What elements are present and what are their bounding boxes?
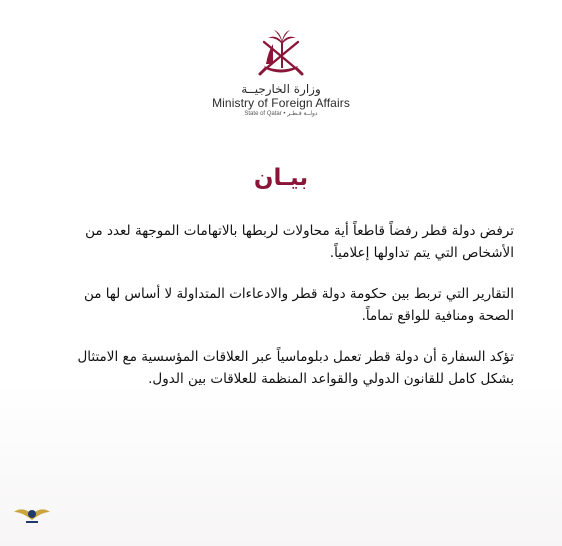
- watermark: [4, 502, 60, 542]
- statement-paragraph: تؤكد السفارة أن دولة قطر تعمل دبلوماسياً عبر العلاقات المؤسسية مع الامتثال بشكل كامل للقانون الدولي والقواعد المنظمة للعلاقات بين الدول.: [77, 349, 514, 387]
- statement-paragraph: ترفض دولة قطر رفضاً قاطعاً أية محاولات لربطها بالاتهامات الموجهة لعدد من الأشخاص التي يتم تداولها إعلامياً.: [85, 223, 514, 261]
- statement-title: بيـان: [253, 165, 309, 191]
- qatar-state-emblem-icon: [252, 28, 310, 82]
- statement-paragraph: التقارير التي تربط بين حكومة دولة قطر والادعاءات المتداولة لا أساس لها من الصحة ومنافية للواقع تماماً.: [84, 286, 514, 324]
- watermark-logo-icon: [12, 502, 52, 526]
- ministry-name-english: Ministry of Foreign Affairs: [212, 96, 350, 110]
- ministry-name-arabic: وزارة الخارجيــة: [241, 82, 321, 96]
- state-of-qatar-line: State of Qatar • دولــة قـطـر: [244, 111, 318, 117]
- ministry-header: [0, 28, 562, 119]
- statement-body: [52, 220, 514, 409]
